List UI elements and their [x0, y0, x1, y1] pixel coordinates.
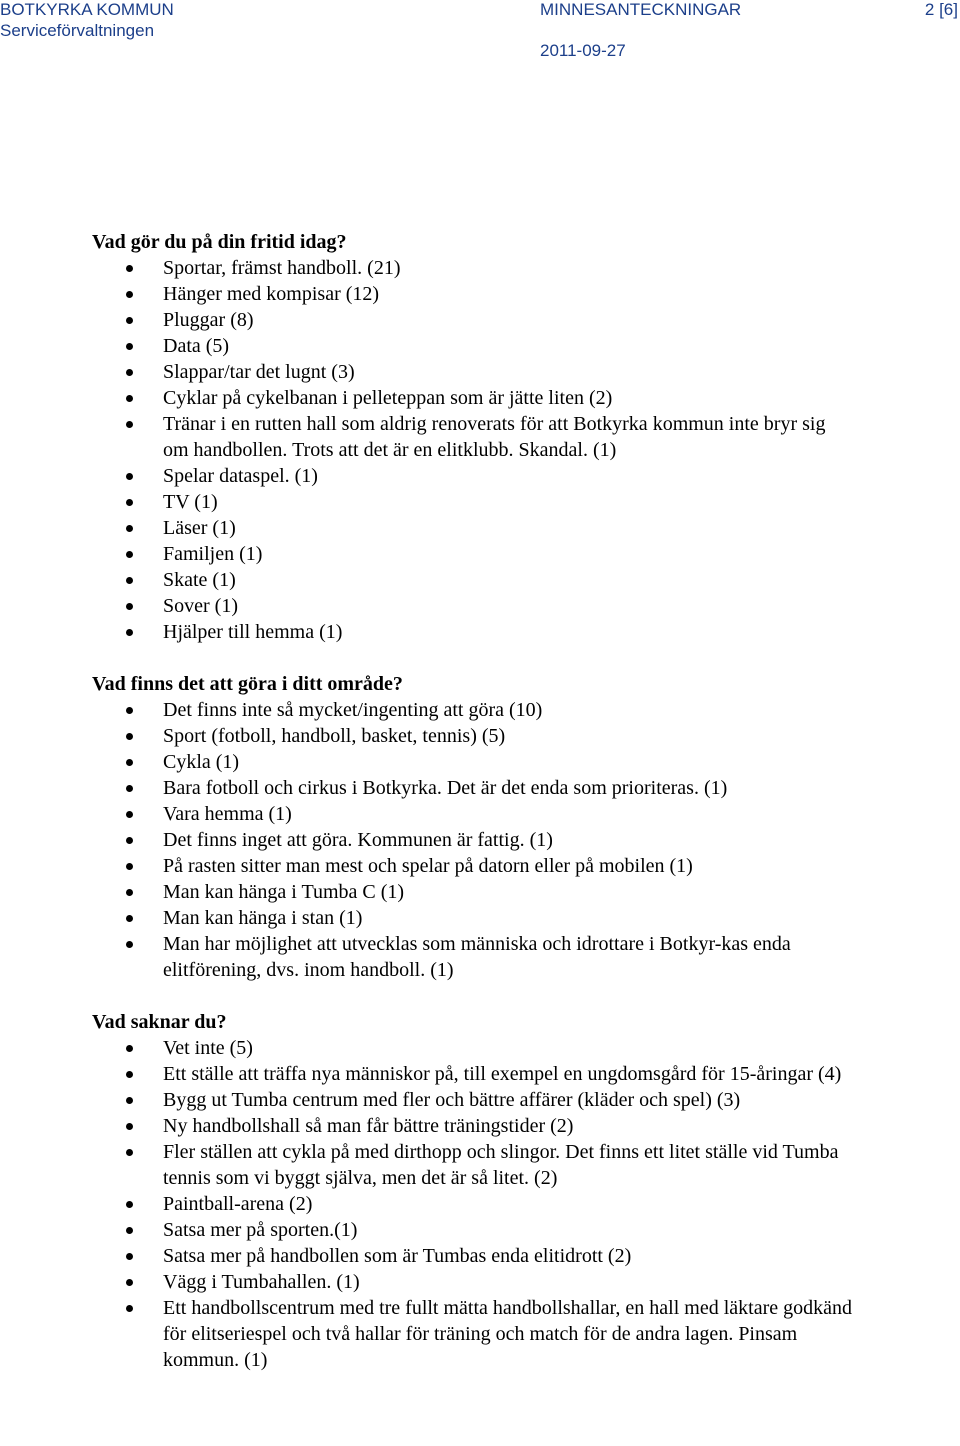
list-item: Ny handbollshall så man får bättre träningstider (2): [92, 1113, 852, 1139]
section-saknar: [92, 1009, 852, 1373]
bullet-list: [92, 255, 852, 645]
list-item: På rasten sitter man mest och spelar på datorn eller på mobilen (1): [92, 853, 852, 879]
header-date: 2011-09-27: [540, 41, 626, 60]
list-item: Cyklar på cykelbanan i pelleteppan som är jätte liten (2): [92, 385, 852, 411]
list-item: Sport (fotboll, handboll, basket, tennis) (5): [92, 723, 852, 749]
list-item: Bygg ut Tumba centrum med fler och bättre affärer (kläder och spel) (3): [92, 1087, 852, 1113]
list-item: Ett ställe att träffa nya människor på, till exempel en ungdomsgård för 15-åringar (4): [92, 1061, 852, 1087]
list-item: Familjen (1): [92, 541, 852, 567]
list-item: Det finns inte så mycket/ingenting att göra (10): [92, 697, 852, 723]
list-item: Fler ställen att cykla på med dirthopp och slingor. Det finns ett litet ställe vid Tumba tennis som vi byggt själva, men det är så litet. (2): [92, 1139, 852, 1191]
list-item: Vara hemma (1): [92, 801, 852, 827]
list-item: Paintball-arena (2): [92, 1191, 852, 1217]
bullet-list: [92, 1035, 852, 1373]
list-item: Hänger med kompisar (12): [92, 281, 852, 307]
list-item: Pluggar (8): [92, 307, 852, 333]
document-body: [92, 229, 852, 1373]
section-heading: Vad finns det att göra i ditt område?: [92, 673, 403, 695]
list-item: Slappar/tar det lugnt (3): [92, 359, 852, 385]
section-spacer: [92, 645, 852, 671]
section-fritid: [92, 229, 852, 645]
list-item: Skate (1): [92, 567, 852, 593]
section-heading: Vad gör du på din fritid idag?: [92, 231, 347, 253]
bullet-list: [92, 697, 852, 983]
list-item: Vet inte (5): [92, 1035, 852, 1061]
list-item: Satsa mer på sporten.(1): [92, 1217, 852, 1243]
section-spacer: [92, 983, 852, 1009]
header-doc-type: MINNESANTECKNINGAR: [540, 0, 742, 19]
list-item: Sportar, främst handboll. (21): [92, 255, 852, 281]
list-item: Man kan hänga i Tumba C (1): [92, 879, 852, 905]
list-item: Cykla (1): [92, 749, 852, 775]
header-dept: Serviceförvaltningen: [0, 21, 155, 40]
list-item: Data (5): [92, 333, 852, 359]
list-item: Det finns inget att göra. Kommunen är fattig. (1): [92, 827, 852, 853]
list-item: Läser (1): [92, 515, 852, 541]
section-omrade: [92, 671, 852, 983]
list-item: Hjälper till hemma (1): [92, 619, 852, 645]
list-item: Bara fotboll och cirkus i Botkyrka. Det är det enda som prioriteras. (1): [92, 775, 852, 801]
list-item: Tränar i en rutten hall som aldrig renoverats för att Botkyrka kommun inte bryr sig om handbollen. Trots att det är en elitklubb. Skandal. (1): [92, 411, 852, 463]
list-item: Vägg i Tumbahallen. (1): [92, 1269, 852, 1295]
list-item: Spelar dataspel. (1): [92, 463, 852, 489]
list-item: Man kan hänga i stan (1): [92, 905, 852, 931]
list-item: Man har möjlighet att utvecklas som människa och idrottare i Botkyr-kas enda elitförening, dvs. inom handboll. (1): [92, 931, 852, 983]
list-item: Ett handbollscentrum med tre fullt mätta handbollshallar, en hall med läktare godkänd för elitseriespel och två hallar för träning och match för de andra lagen. Pinsam kommun. (1): [92, 1295, 852, 1373]
header-org: BOTKYRKA KOMMUN: [0, 0, 174, 19]
list-item: Satsa mer på handbollen som är Tumbas enda elitidrott (2): [92, 1243, 852, 1269]
list-item: TV (1): [92, 489, 852, 515]
header-page-number: 2 [6]: [924, 0, 958, 19]
list-item: Sover (1): [92, 593, 852, 619]
section-heading: Vad saknar du?: [92, 1011, 227, 1033]
